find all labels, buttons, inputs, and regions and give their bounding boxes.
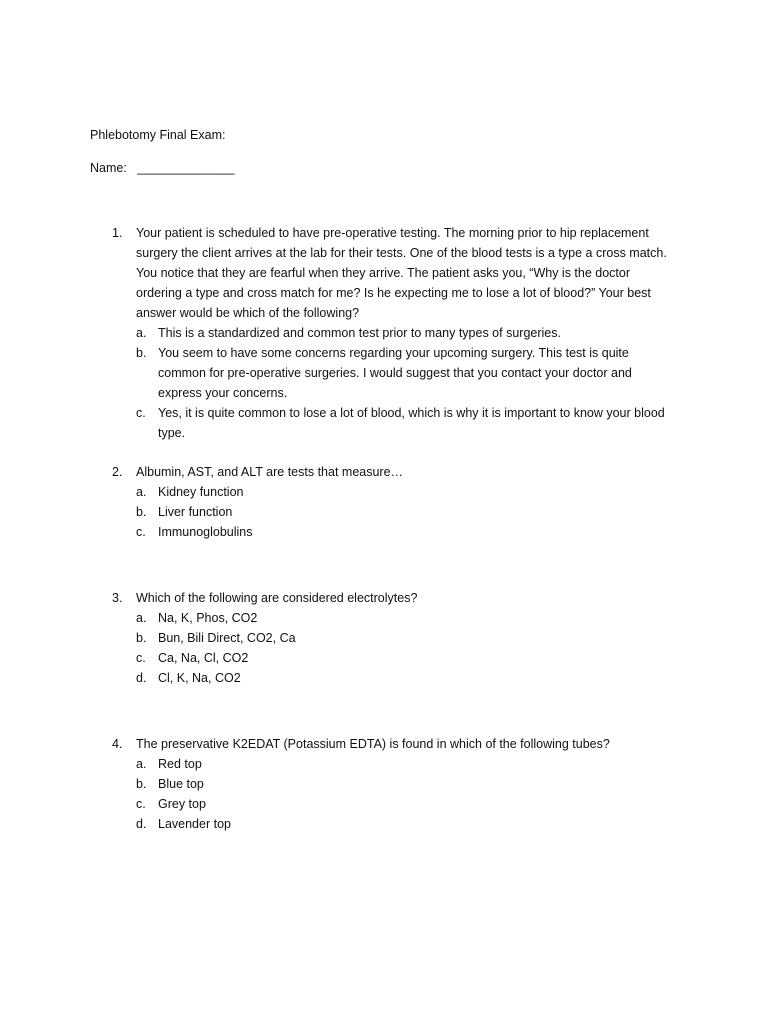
answer-option-c [136, 794, 678, 814]
option-letter: a. [136, 757, 147, 771]
question-text: The preservative K2EDAT (Potassium EDTA) is found in which of the following tubes? [136, 737, 610, 751]
question-number: 1. [112, 226, 123, 240]
answer-option-a [136, 482, 678, 502]
answer-options [136, 323, 678, 443]
answer-option-a [136, 323, 678, 343]
question-1 [112, 223, 678, 443]
option-text: Bun, Bili Direct, CO2, Ca [158, 631, 296, 645]
answer-option-c [136, 522, 678, 542]
answer-options [136, 608, 678, 688]
answer-option-b [136, 774, 678, 794]
option-letter: b. [136, 505, 147, 519]
question-number: 4. [112, 737, 123, 751]
option-letter: c. [136, 525, 146, 539]
option-letter: d. [136, 671, 147, 685]
option-text: Kidney function [158, 485, 244, 499]
answer-option-d [136, 668, 678, 688]
option-text: Grey top [158, 797, 206, 811]
option-letter: b. [136, 777, 147, 791]
answer-option-a [136, 608, 678, 628]
question-text: Albumin, AST, and ALT are tests that measure… [136, 465, 404, 479]
option-letter: b. [136, 631, 147, 645]
answer-options [136, 482, 678, 542]
answer-option-a [136, 754, 678, 774]
option-text: This is a standardized and common test prior to many types of surgeries. [158, 326, 561, 340]
option-text: Cl, K, Na, CO2 [158, 671, 241, 685]
answer-option-b [136, 343, 678, 403]
page-title: Phlebotomy Final Exam: [90, 128, 226, 142]
option-letter: a. [136, 485, 147, 499]
answer-option-d [136, 814, 678, 834]
option-letter: a. [136, 611, 147, 625]
option-letter: d. [136, 817, 147, 831]
name-field-line: Name: ______________ [90, 161, 235, 175]
question-number: 2. [112, 465, 123, 479]
question-text: Which of the following are considered electrolytes? [136, 591, 418, 605]
option-text: Na, K, Phos, CO2 [158, 611, 258, 625]
option-text: Liver function [158, 505, 233, 519]
option-text: Lavender top [158, 817, 231, 831]
option-text: Blue top [158, 777, 204, 791]
question-2 [112, 462, 678, 542]
question-3 [112, 588, 678, 688]
answer-option-c [136, 648, 678, 668]
option-letter: c. [136, 406, 146, 420]
option-letter: c. [136, 651, 146, 665]
answer-option-b [136, 502, 678, 522]
option-letter: c. [136, 797, 146, 811]
option-text: You seem to have some concerns regarding your upcoming surgery. This test is quite common for pre-operative surgeries. I would suggest that you contact your doctor and express your concerns. [158, 346, 632, 400]
answer-options [136, 754, 678, 834]
answer-option-c [136, 403, 678, 443]
option-text: Yes, it is quite common to lose a lot of blood, which is why it is important to know your blood type. [158, 406, 665, 440]
answer-option-b [136, 628, 678, 648]
question-4 [112, 734, 678, 834]
question-number: 3. [112, 591, 123, 605]
option-text: Immunoglobulins [158, 525, 253, 539]
option-text: Red top [158, 757, 202, 771]
option-letter: a. [136, 326, 147, 340]
question-text: Your patient is scheduled to have pre-operative testing. The morning prior to hip replacement surgery the client arrives at the lab for their tests. One of the blood tests is a type a cross match. You notice that they are fearful when they arrive. The patient asks you, “Why is the doctor ordering a type and cross match for me? Is he expecting me to lose a lot of blood?” Your best answer would be which of the following? [136, 226, 667, 320]
option-text: Ca, Na, Cl, CO2 [158, 651, 249, 665]
option-letter: b. [136, 346, 147, 360]
